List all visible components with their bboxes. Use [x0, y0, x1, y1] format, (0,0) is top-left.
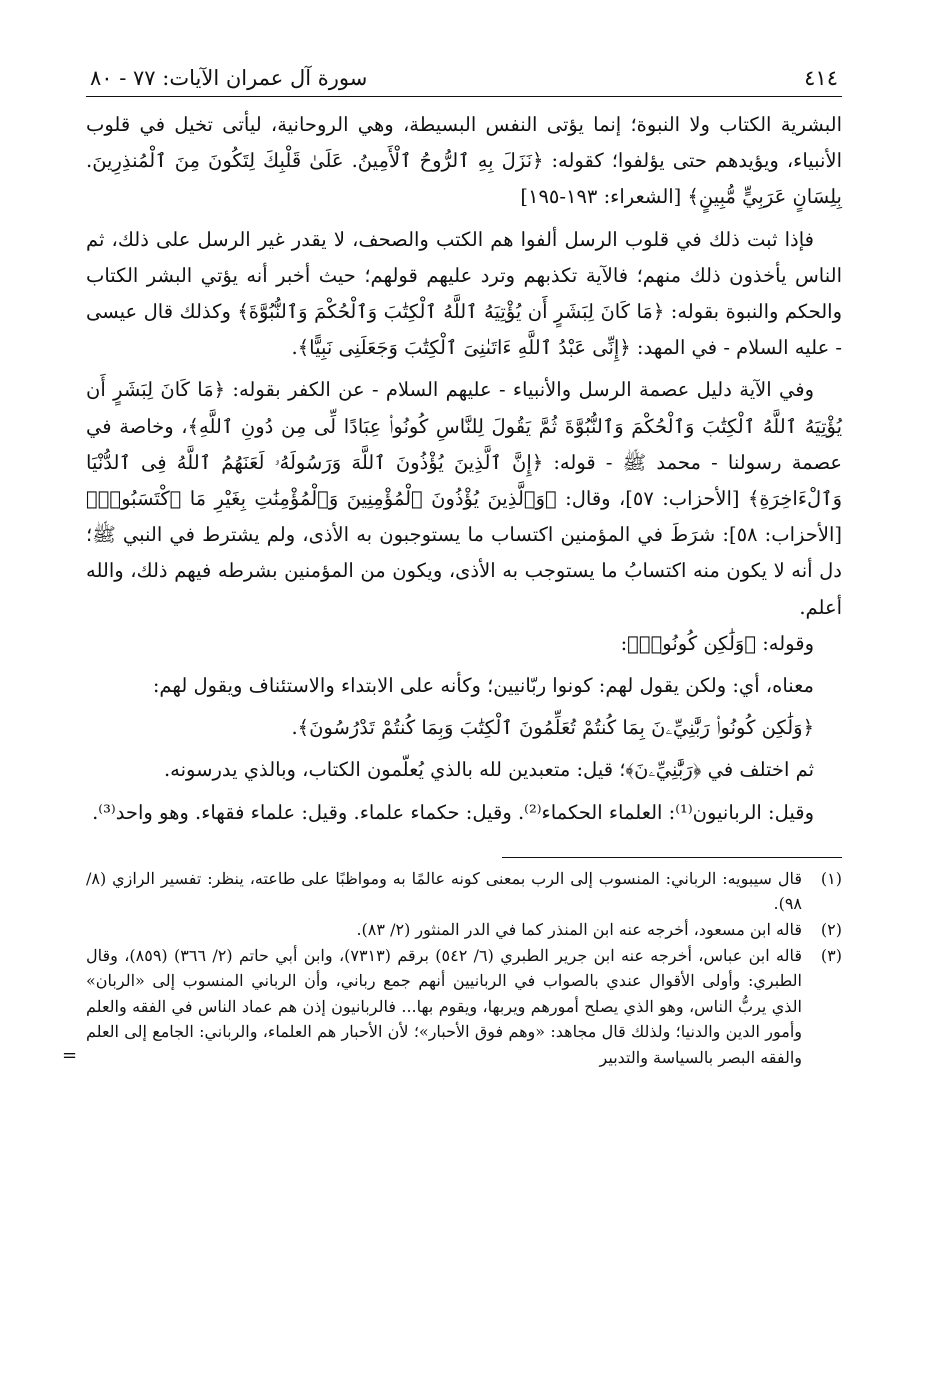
- footnotes: [62, 866, 842, 1071]
- footnote-number: (٢): [820, 920, 842, 940]
- page-header: [86, 56, 842, 97]
- paragraph: وفي الآية دليل عصمة الرسل والأنبياء - عليهم السلام - عن الكفر بقوله: ﴿مَا كَانَ لِبَشَرٍ أَن يُؤْتِيَهُ ٱللَّهُ ٱلْكِتَٰبَ وَٱلْحُكْمَ وَٱلنُّبُوَّةَ ثُمَّ يَقُولَ لِلنَّاسِ كُونُوا۟ عِبَادًا لِّى مِن دُونِ ٱللَّهِ﴾، وخاصة في عصمة رسولنا - محمد ﷺ - قوله: ﴿إِنَّ ٱلَّذِينَ يُؤْذُونَ ٱللَّهَ وَرَسُولَهُۥ لَعَنَهُمُ ٱللَّهُ فِى ٱلدُّنْيَا وَٱلْءَاخِرَةِ﴾ [الأحزاب: ٥٧]، وقال: ﴿وَٱلَّذِينَ يُؤْذُونَ ٱلْمُؤْمِنِينَ وَٱلْمُؤْمِنَٰتِ بِغَيْرِ مَا ٱكْتَسَبُوا۟﴾ [الأحزاب: ٥٨]: شرَطَ في المؤمنين اكتساب ما يستوجبون به الأذى، ولم يشترط في النبي ﷺ؛ دل أنه لا يكون منه اكتسابُ ما يستوجب به الأذى، ويكون من المؤمنين بشرطه فيهم ذلك، والله أعلم.: [86, 378, 842, 619]
- footnote-text: قال سيبويه: الرباني: المنسوب إلى الرب بمعنى كونه عالمًا به ومواظبًا على طاعته، ينظر: تفسير الرازي (٨/ ٩٨).: [86, 868, 802, 914]
- paragraph: وقيل: الربانيون⁽¹⁾: العلماء الحكماء⁽²⁾. وقيل: حكماء علماء. وقيل: علماء فقهاء. وهو واحد⁽³⁾.: [92, 800, 814, 824]
- footnote-text: قاله ابن مسعود، أخرجه عنه ابن المنذر كما في الدر المنثور (٢/ ٨٣).: [356, 920, 802, 940]
- main-text: [86, 107, 842, 831]
- quran-verse: ﴿وَلَٰكِن كُونُوا۟ رَبَّٰنِيِّۦنَ بِمَا كُنتُمْ تُعَلِّمُونَ ٱلْكِتَٰبَ وَبِمَا كُنتُمْ تَدْرُسُونَ﴾.: [291, 716, 814, 740]
- footnote: [62, 943, 842, 1071]
- footnote-separator: [502, 857, 842, 858]
- running-title: سورة آل عمران الآيات: ٧٧ - ٨٠: [90, 66, 368, 90]
- footnote-text: قاله ابن عباس، أخرجه عنه ابن جرير الطبري (٦/ ٥٤٢) برقم (٧٣١٣)، وابن أبي حاتم (٢/ ٣٦٦) (٨٥٩)، وقال الطبري: وأولى الأقوال عندي بالصواب في الربانيين أنهم جمع رباني، وأن الرباني المنسوب إلى «الربان» الذي يربُّ الناس، وهو الذي يصلح أمورهم ويربها، ويقوم بها... فالربانيون إذن هم عماد الناس في الفقه والعلم وأمور الدين والدنيا؛ ولذلك قال مجاهد: «وهم فوق الأحبار»؛ لأن الأحبار هم العلماء، والرباني: الجامع إلى العلم والفقه البصر بالسياسة والتدبير: [86, 945, 802, 1068]
- paragraph: معناه، أي: ولكن يقول لهم: كونوا ربّانيين؛ وكأنه على الابتداء والاستئناف ويقول لهم:: [152, 674, 814, 698]
- page-number: ٤١٤: [804, 66, 838, 90]
- footnote: [86, 866, 842, 917]
- book-page: [62, 56, 842, 1071]
- paragraph: ثم اختلف في ﴿رَبَّٰنِيِّۦنَ﴾؛ قيل: متعبدين لله بالذي يُعلّمون الكتاب، وبالذي يدرسونه.: [163, 758, 814, 782]
- paragraph: فإذا ثبت ذلك في قلوب الرسل ألفوا هم الكتب والصحف، لا يقدر غير الرسل على ذلك، ثم الناس يأخذون ذلك منهم؛ فالآية تكذبهم وترد عليهم قولهم؛ حيث أخبر أنه يؤتي البشر الكتاب والحكم والنبوة بقوله: ﴿مَا كَانَ لِبَشَرٍ أَن يُؤْتِيَهُ ٱللَّهُ ٱلْكِتَٰبَ وَٱلْحُكْمَ وَٱلنُّبُوَّةَ﴾ وكذلك قال عيسى - عليه السلام - في المهد: ﴿إِنِّى عَبْدُ ٱللَّهِ ءَاتَىٰنِىَ ٱلْكِتَٰبَ وَجَعَلَنِى نَبِيًّا﴾.: [86, 227, 842, 360]
- paragraph: وقوله: ﴿وَلَٰكِن كُونُوا۟﴾:: [620, 631, 814, 655]
- footnote-number: (٣): [820, 945, 842, 965]
- continuation-mark: =: [62, 1045, 78, 1067]
- footnote: [86, 917, 842, 943]
- footnote-number: (١): [820, 868, 842, 888]
- paragraph: البشرية الكتاب ولا النبوة؛ إنما يؤتى النفس البسيطة، وهي الروحانية، ليأتى تخيل في قلوب الأنبياء، ويؤيدهم حتى يؤلفوا؛ كقوله: ﴿نَزَلَ بِهِ ٱلرُّوحُ ٱلْأَمِينُ. عَلَىٰ قَلْبِكَ لِتَكُونَ مِنَ ٱلْمُنذِرِينَ. بِلِسَانٍ عَرَبِيٍّ مُّبِينٍ﴾ [الشعراء: ١٩٣-١٩٥]: [86, 113, 842, 209]
